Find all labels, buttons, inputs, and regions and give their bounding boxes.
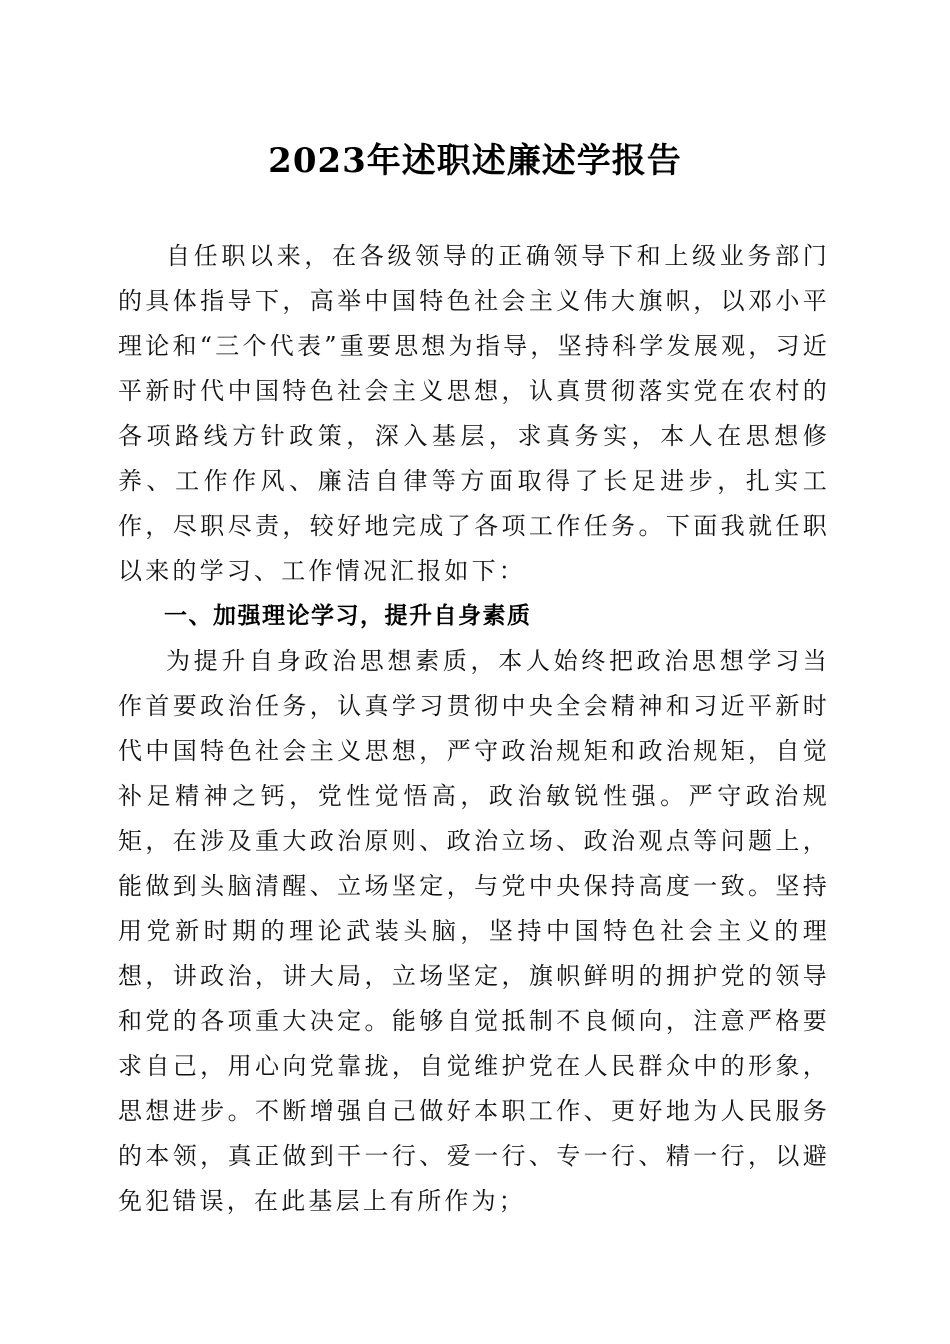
section-heading-1: 一、加强理论学习，提升自身素质 (164, 603, 532, 629)
document-title: 2023年述职述廉述学报告 (268, 141, 682, 181)
document-body (118, 234, 830, 1224)
section-1-paragraph: 为提升自身政治思想素质，本人始终把政治思想学习当作首要政治任务，认真学习贯彻中央全会精神和习近平新时代中国特色社会主义思想，严守政治规矩和政治规矩，自觉补足精神之钙，党性觉悟高，政治敏锐性强。严守政治规矩，在涉及重大政治原则、政治立场、政治观点等问题上，能做到头脑清醒、立场坚定，与党中央保持高度一致。坚持用党新时期的理论武装头脑，坚持中国特色社会主义的理想，讲政治，讲大局，立场坚定，旗帜鲜明的拥护党的领导和党的各项重大决定。能够自觉抵制不良倾向，注意严格要求自己，用心向党靠拢，自觉维护党在人民群众中的形象，思想进步。不断增强自己做好本职工作、更好地为人民服务的本领，真正做到干一行、爱一行、专一行、精一行，以避免犯错误，在此基层上有所作为； (118, 647, 830, 1215)
intro-paragraph: 自任职以来，在各级领导的正确领导下和上级业务部门的具体指导下，高举中国特色社会主义伟大旗帜，以邓小平理论和“三个代表”重要思想为指导，坚持科学发展观，习近平新时代中国特色社会主义思想，认真贯彻落实党在农村的各项路线方针政策，深入基层，求真务实，本人在思想修养、工作作风、廉洁自律等方面取得了长足进步，扎实工作，尽职尽责，较好地完成了各项工作任务。下面我就任职以来的学习、工作情况汇报如下： (118, 242, 830, 585)
